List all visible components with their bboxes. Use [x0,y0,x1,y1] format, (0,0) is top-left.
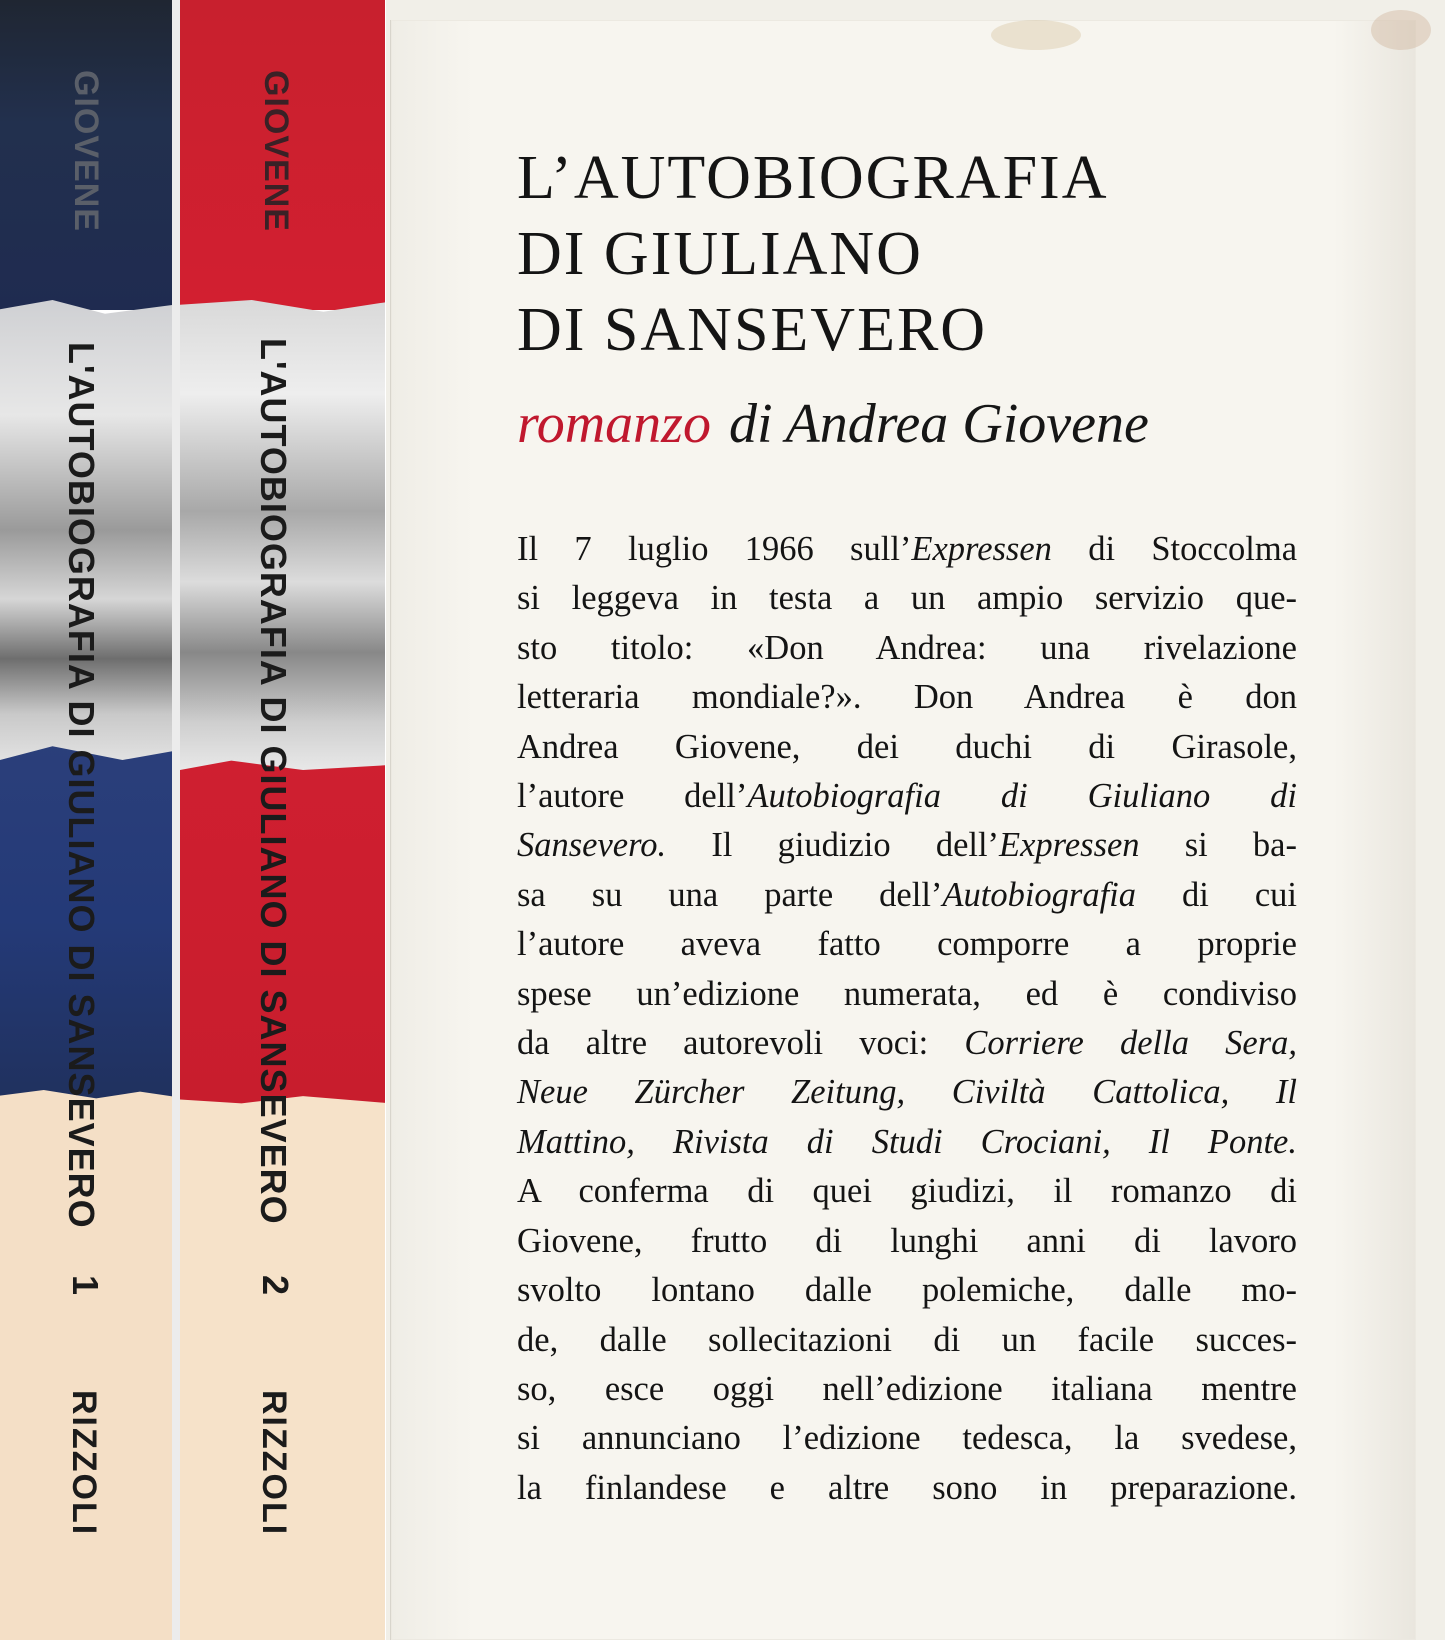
blurb-italic: Neue Zürcher Zeitung, Civiltà Cattolica, Il [517,1073,1297,1112]
blurb-italic: Mattino, Rivista di Studi Crociani, Il Ponte. [517,1122,1297,1161]
blurb-line [517,1316,1297,1365]
spine-volume-number: 2 [255,1275,296,1297]
blurb-segment: sto titolo: «Don Andrea: una rivelazione [517,628,1297,667]
spine-author: GIOVENE [67,70,105,232]
blurb-segment: la finlandese e altre sono in preparazione. [517,1468,1297,1507]
blurb-segment: l’autore dell’ [517,777,748,816]
title-line: L’AUTOBIOGRAFIA [517,144,1109,212]
blurb-line [517,1414,1297,1463]
cover-panel [390,20,1416,1640]
blurb-segment: si leggeva in testa a un ampio servizio que- [517,579,1297,618]
blurb-line [517,525,1297,574]
blurb-segment: di cui [1136,875,1298,914]
blurb-line [517,1464,1297,1513]
blurb-segment: Andrea Giovene, dei duchi di Girasole, [517,727,1297,766]
author-credit: di Andrea Giovene [728,393,1149,455]
spine-gap [172,0,180,1640]
blurb-segment: di Stoccolma [1051,530,1298,568]
spine-title: L'AUTOBIOGRAFIA DI GIULIANO DI SANSEVERO [253,338,294,1225]
blurb-italic: Expressen [999,826,1140,865]
blurb-segment: so, esce oggi nell’edizione italiana mentre [517,1369,1297,1408]
blurb-line [517,772,1297,821]
blurb-line [517,1365,1297,1414]
blurb-line [517,723,1297,772]
blurb-line [517,1118,1297,1167]
blurb-segment: Il 7 luglio 1966 sull’ [517,530,912,568]
blurb-segment: si annunciano l’edizione tedesca, la svedese, [517,1419,1297,1458]
blurb-line [517,821,1297,870]
blurb-segment: A conferma di quei giudizi, il romanzo di [517,1172,1297,1211]
spine-author: GIOVENE [257,70,295,232]
blurb-segment: da altre autorevoli voci: [517,1024,965,1063]
blurb-segment: Giovene, frutto di lunghi anni di lavoro [517,1221,1297,1260]
blurb-line [517,673,1297,722]
blurb-line [517,574,1297,623]
blurb-line [517,970,1297,1019]
blurb-line [517,871,1297,920]
spine-volume-number: 1 [65,1275,106,1297]
blurb-segment: l’autore aveva fatto comporre a proprie [517,925,1297,964]
slipcase-back-cover [386,0,1445,1640]
spine-title: L'AUTOBIOGRAFIA DI GIULIANO DI SANSEVERO [61,342,102,1229]
title-line: DI GIULIANO [517,220,923,288]
book-title [517,140,1108,368]
blurb-italic: Corriere della Sera, [964,1024,1297,1063]
blurb-line [517,1068,1297,1117]
subtitle [517,392,1149,456]
blurb-italic: Autobiografia [942,875,1137,914]
blurb-segment: spese un’edizione numerata, ed è condiviso [517,974,1297,1013]
spine-volume-1 [0,0,175,1640]
blurb-text [517,525,1297,1513]
genre-label: romanzo [517,393,711,455]
blurb-italic: Expressen [911,530,1052,568]
blurb-line [517,920,1297,969]
age-stain [991,20,1081,50]
age-stain [1371,10,1431,50]
blurb-line [517,1217,1297,1266]
blurb-italic: Sansevero. [517,826,667,865]
blurb-segment: Il giudizio dell’ [666,826,1000,865]
blurb-segment: de, dalle sollecitazioni di un facile succes- [517,1320,1297,1359]
blurb-italic: Autobiografia di Giuliano di [747,777,1297,816]
blurb-line [517,1266,1297,1315]
blurb-line [517,1167,1297,1216]
blurb-segment: letteraria mondiale?». Don Andrea è don [517,678,1297,717]
blurb-segment: svolto lontano dalle polemiche, dalle mo- [517,1271,1297,1310]
blurb-segment: si ba- [1139,826,1297,865]
spine-publisher: RIZZOLI [65,1390,103,1537]
blurb-line [517,624,1297,673]
spine-volume-2 [180,0,385,1640]
blurb-segment: sa su una parte dell’ [517,875,943,914]
title-line: DI SANSEVERO [517,296,988,364]
blurb-line [517,1019,1297,1068]
spine-publisher: RIZZOLI [255,1390,293,1537]
